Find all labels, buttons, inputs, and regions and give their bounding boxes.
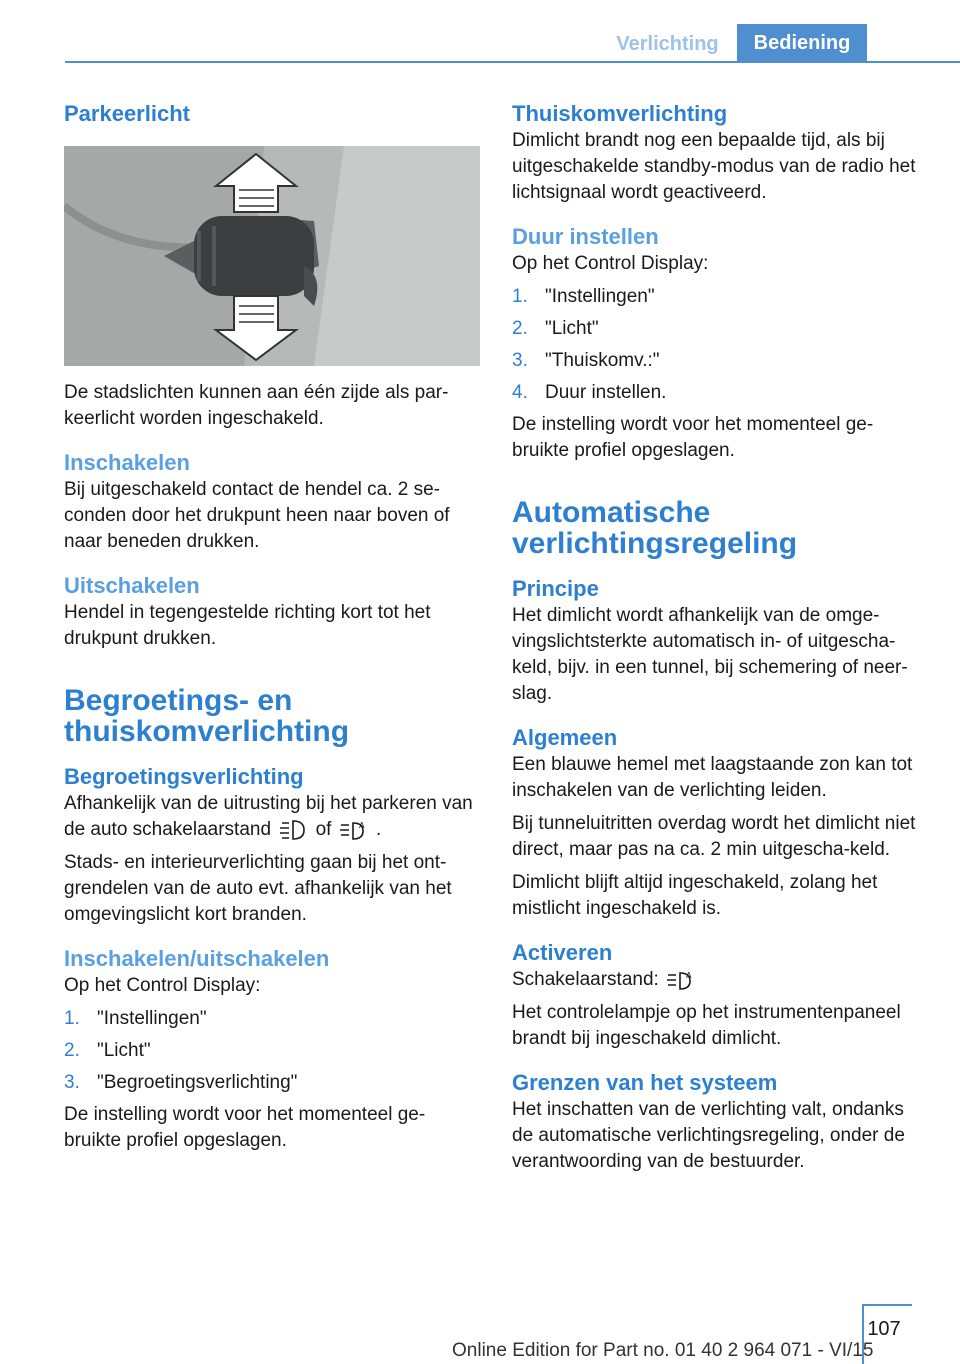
principe-text: Het dimlicht wordt afhankelijk van de omge-vingslichtsterkte automatisch in- of uitgescha-keld, bijv. in een tunnel, bij schemering of neer-slag. <box>512 605 908 704</box>
heading-begroetingsverlichting: Begroetingsverlichting <box>64 764 304 789</box>
algemeen-text2: Bij tunneluitritten overdag wordt het dimlicht niet direct, maar pas na ca. 2 min uitgescha-keld. <box>512 813 916 860</box>
list-item: 3. "Begroetingsverlichting" <box>64 1072 298 1093</box>
heading-automatische-verlichtingsregeling: Automatische verlichtingsregeling <box>512 496 798 560</box>
heading-inschakelen: Inschakelen <box>64 450 190 475</box>
stalk-photo <box>64 146 480 366</box>
svg-text:A: A <box>358 820 365 830</box>
list-item: 2. "Licht" <box>512 318 599 339</box>
page-number: 107 <box>867 1318 901 1340</box>
algemeen-text1: Een blauwe hemel met laagstaande zon kan tot inschakelen van de verlichting leiden. <box>512 754 913 801</box>
begroetings-text1: Afhankelijk van de uitrusting bij het parkeren van de auto schakelaarstand of A . <box>64 793 473 840</box>
duur-intro: Op het Control Display: <box>512 253 709 274</box>
heading-grenzen: Grenzen van het systeem <box>512 1070 778 1095</box>
control-display-intro: Op het Control Display: <box>64 975 261 996</box>
tab-verlichting[interactable]: Verlichting <box>616 33 719 55</box>
activeren-text2: Het controlelampje op het instrumentenpaneel brandt bij ingeschakeld dimlicht. <box>512 1002 901 1049</box>
heading-uitschakelen: Uitschakelen <box>64 573 200 598</box>
heading-activeren: Activeren <box>512 940 613 965</box>
list-item: 3. "Thuiskomv.:" <box>512 350 660 371</box>
heading-thuiskomverlichting: Thuiskomverlichting <box>512 101 728 126</box>
thuiskom-text: Dimlicht brandt nog een bepaalde tijd, als bij uitgeschakelde standby-modus van de radio het lichtsignaal wordt geactiveerd. <box>512 130 916 203</box>
tab-bediening[interactable]: Bediening <box>737 24 867 62</box>
inschakelen-text: Bij uitgeschakeld contact de hendel ca. 2 se-conden door het drukpunt heen naar boven of naar beneden drukken. <box>64 479 450 552</box>
svg-text:A: A <box>686 970 692 980</box>
heading-parkeerlicht: Parkeerlicht <box>64 101 190 126</box>
list-item: 2. "Licht" <box>64 1040 151 1061</box>
heading-duur-instellen: Duur instellen <box>512 224 659 249</box>
profile-note: De instelling wordt voor het momenteel ge-bruikte profiel opgeslagen. <box>64 1104 426 1151</box>
duur-note: De instelling wordt voor het momenteel ge-bruikte profiel opgeslagen. <box>512 414 874 461</box>
parkeerlicht-text: De stadslichten kunnen aan één zijde als par-keerlicht worden ingeschakeld. <box>64 382 449 429</box>
heading-principe: Principe <box>512 576 599 601</box>
heading-algemeen: Algemeen <box>512 725 618 750</box>
list-item: 1. "Instellingen" <box>64 1008 207 1029</box>
list-item: 1. "Instellingen" <box>512 286 655 307</box>
auto-light-icon <box>337 819 371 841</box>
begroetings-text2: Stads- en interieurverlichting gaan bij het ont-grendelen van de auto evt. afhankelijk van het omgevingslicht kort branden. <box>64 852 452 925</box>
begroetings-steps <box>64 1006 482 1096</box>
right-column <box>512 100 930 1182</box>
heading-begroetings: Begroetings- en thuiskomverlichting <box>64 684 350 748</box>
algemeen-text3: Dimlicht blijft altijd ingeschakeld, zolang het mistlicht ingeschakeld is. <box>512 872 878 919</box>
heading-inschakelen-uitschakelen: Inschakelen/uitschakelen <box>64 946 330 971</box>
list-item: 4. Duur instellen. <box>512 382 667 403</box>
duur-steps <box>512 284 930 406</box>
grenzen-text: Het inschatten van de verlichting valt, ondanks de automatische verlichtingsregeling, onder de verantwoording van de bestuurder. <box>512 1099 905 1172</box>
left-column <box>64 100 482 1161</box>
uitschakelen-text: Hendel in tegengestelde richting kort tot het drukpunt drukken. <box>64 602 431 649</box>
auto-light-icon <box>664 969 698 991</box>
activeren-text1: Schakelaarstand: A <box>512 967 930 993</box>
parking-light-icon <box>276 819 310 841</box>
edition-footer: Online Edition for Part no. 01 40 2 964 071 - VI/15 <box>452 1340 874 1361</box>
